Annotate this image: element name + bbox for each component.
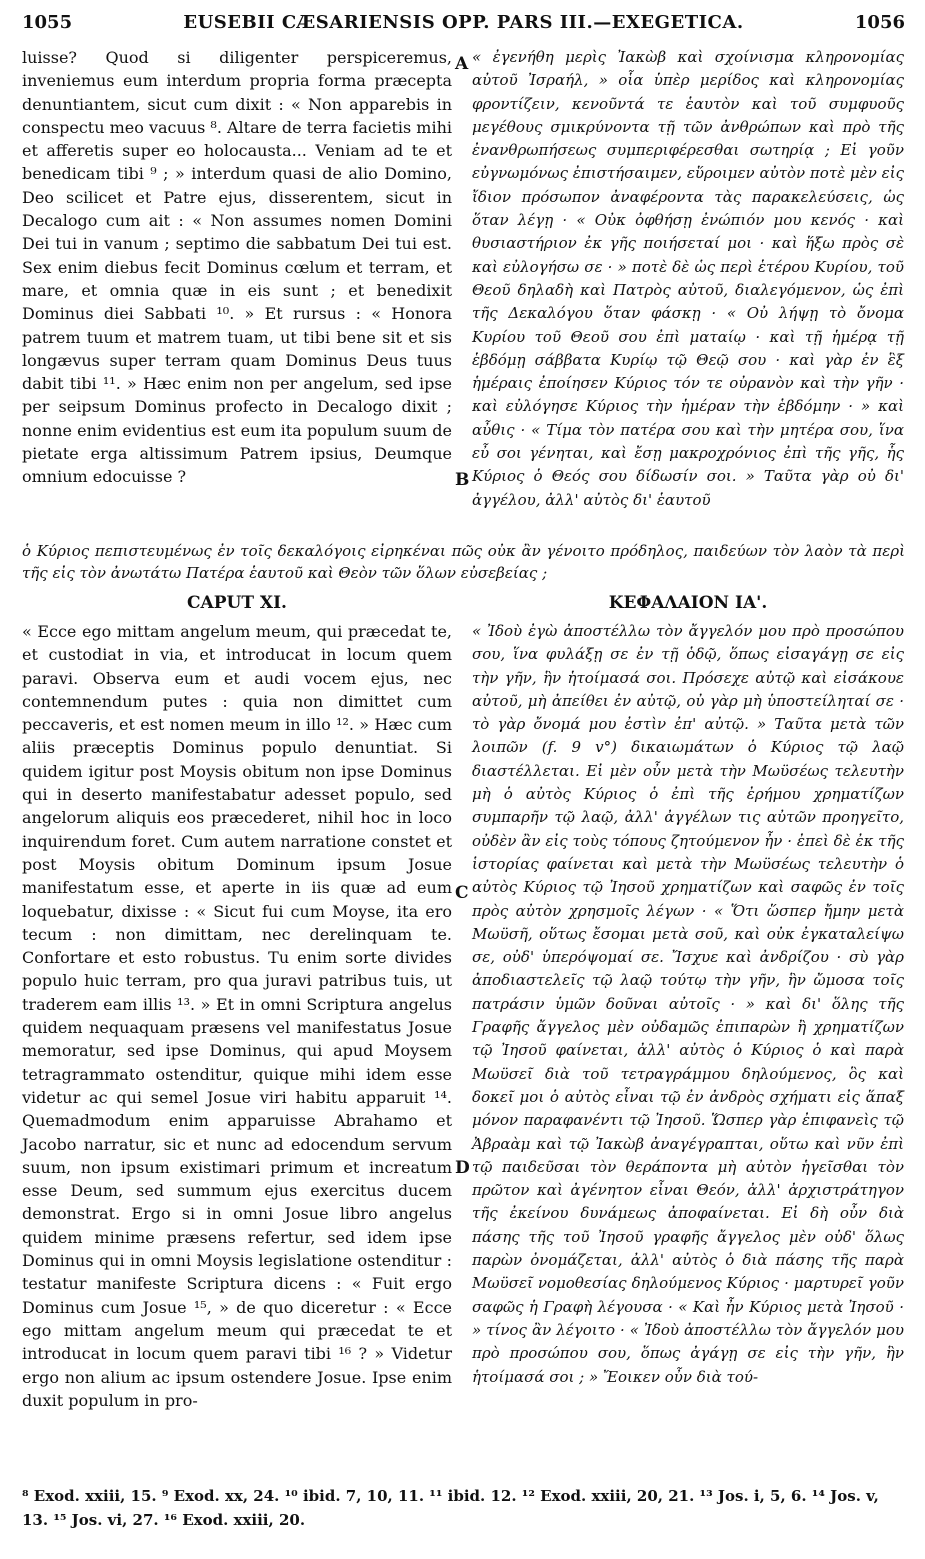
page-number-right: 1056 xyxy=(854,12,905,33)
greek-column-top: « ἐγενήθη μερὶς Ἰακὼβ καὶ σχοίνισμα κληρονομίας αὐτοῦ Ἰσραήλ, » οἷα ὑπὲρ μερίδος καὶ κληρονομίας φροντίζειν, κενοῦντά τε ἑαυτὸν καὶ τοῦ συμφυοῦς μεγέθους σμικρύνοντα τῇ τῶν ἀνθρώπων καὶ πρὸ τῆς ἐνανθρωπήσεως συμπεριφέρεσθαι σωτηρίᾳ ; Εἰ γοῦν εὐγνωμόνως ἐπιστήσαιμεν, εὕροιμεν αὐτὸν ποτὲ μὲν εἰς ἴδιον πρόσωπον ἀναφέροντα τὰς παρακελεύσεις, ὡς ὅταν λέγῃ · « Οὐκ ὀφθήσῃ ἐνώπιόν μου κενός · καὶ θυσιαστήριον ἐκ γῆς ποιήσεταί μοι · καὶ ἥξω πρὸς σὲ καὶ εὐλογήσω σε · » ποτὲ δὲ ὡς περὶ ἑτέρου Κυρίου, τοῦ Θεοῦ δηλαδὴ καὶ Πατρὸς αὐτοῦ, διαλεγόμενον, ὡς ἐπὶ τῆς Δεκαλόγου ὅταν φάσκῃ · « Οὐ λήψῃ τὸ ὄνομα Κυρίου τοῦ Θεοῦ σου ἐπὶ ματαίῳ · καὶ τῇ ἡμέρᾳ τῇ ἑβδόμῃ σάββατα Κυρίῳ τῷ Θεῷ σου · καὶ γὰρ ἐν ἓξ ἡμέραις ἐποίησεν Κύριος τόν τε οὐρανὸν καὶ τὴν γῆν · καὶ εὐλόγησε Κύριος τὴν ἡμέραν τὴν ἑβδόμην · » καὶ αὖθις · « Τίμα τὸν πατέρα σου καὶ τὴν μητέρα σου, ἵνα εὖ σοι γένηται, καὶ ἔσῃ μακροχρόνιος ἐπὶ τῆς γῆς, ἧς Κύριος ὁ Θεός σου δίδωσίν σοι. » Ταῦτα γὰρ οὐ δι' ἀγγέλου, ἀλλ' αὐτὸς δι' ἑαυτοῦ xyxy=(472,48,904,509)
latin-column-chapter: « Ecce ego mittam angelum meum, qui præcedat te, et custodiat in via, et introducat in locum quem paravi. Observa eum et audi vocem ejus, nec contemnendum putes : quia non dimittet cum peccaveris, et est nomen meum in illo ¹². » Hæc cum aliis præceptis Dominus populo denuntiat. Si quidem igitur post Moysis obitum non ipse Dominus qui in deserto manifestabatur adesset populo, sed angelorum aliquis eos præcederet, nihil hoc in loco inquirendum foret. Cum autem narratione constet et post Moysis obitum Dominum ipsum Josue manifestatum esse, et aperte in iis quæ ad eum loquebatur, dixisse : « Sicut fui cum Moyse, ita ero tecum : non dimittam, nec derelinquam te. Confortare et esto robustus. Tu enim sorte divides populo huic terram, pro qua juravi patribus tuis, ut traderem eam illis ¹³. » Et in omni Scriptura angelus quidem nequaquam præsens vel manifestatus Josue memoratur, sed ipse Dominus, qui apud Moysem tetragrammato ostenditur, quique mihi idem esse videtur ac qui semel Josue viri habitu apparuit ¹⁴. Quemadmodum enim apparuisse Abrahamo et Jacobo narratur, sic et nunc ad edocendum servum suum, non ipsum existimari primum et increatum esse Deum, sed summum ejus exercitus ducem demonstrat. Ergo si in omni Josue libro angelus quidem minime præsens refertur, sed idem ipse Dominus qui in omni Moysis legislatione ostenditur : testatur manifeste Scriptura dicens : « Fuit ergo Dominus cum Josue ¹⁵, » de quo diceretur : « Ecce ego mittam angelum meum qui præcedat te et introducat in locum quem paravi tibi ¹⁶ ? » Videtur ergo non alium ac ipsum ostendere Josue. Ipse enim duxit populum in pro- xyxy=(22,622,452,1410)
page-number-left: 1055 xyxy=(22,12,73,33)
footnotes: ⁸ Exod. xxiii, 15. ⁹ Exod. xx, 24. ¹⁰ ibid. 7, 10, 11. ¹¹ ibid. 12. ¹² Exod. xxiii, 20, 21. ¹³ Jos. i, 5, 6. ¹⁴ Jos. v, 13. ¹⁵ Jos. vi, 27. ¹⁶ Exod. xxiii, 20. xyxy=(22,1487,879,1529)
greek-chapter-heading: ΚΕΦΑΛΑΙΟΝ ΙΑ'. xyxy=(608,593,768,613)
margin-letter-d: D xyxy=(455,1158,470,1178)
margin-letter-a: A xyxy=(455,54,469,74)
latin-chapter-heading: CAPUT XI. xyxy=(187,593,287,613)
running-title: EUSEBII CÆSARIENSIS OPP. PARS III.—EXEGETICA. xyxy=(183,12,744,33)
spanning-greek-text: ὁ Κύριος πεπιστευμένως ἐν τοῖς δεκαλόγοις εἰρηκέναι πῶς οὐκ ἂν γένοιτο πρόδηλος, παιδεύων τὸν λαὸν τὰ περὶ τῆς εἰς τὸν ἀνωτάτω Πατέρα ἑαυτοῦ καὶ Θεὸν τῶν ὅλων εὐσεβείας ; xyxy=(22,542,905,582)
margin-letter-b: B xyxy=(455,470,470,490)
running-header xyxy=(22,12,905,36)
margin-letter-c: C xyxy=(455,883,469,903)
latin-column-top: luisse? Quod si diligenter perspiceremus, inveniemus eum interdum propria forma præcepta denuntiantem, sicut cum dixit : « Non apparebis in conspectu meo vacuus ⁸. Altare de terra facietis mihi et afferetis super eo holocausta... Veniam ad te et benedicam tibi ⁹ ; » interdum quasi de alio Domino, Deo scilicet et Patre ejus, disserentem, sicut in Decalogo cum ait : « Non assumes nomen Domini Dei tui in vanum ; septimo die sabbatum Dei tui est. Sex enim diebus fecit Dominus cœlum et terram, et mare, et omnia quæ in eis sunt ; et benedixit Dominus diei Sabbati ¹⁰. » Et rursus : « Honora patrem tuum et matrem tuam, ut tibi bene sit et sis longævus super terram quam Dominus Deus tuus dabit tibi ¹¹. » Hæc enim non per angelum, sed ipse per seipsum Dominus profecto in Decalogo dixit ; nonne enim evidentius est eum ita populum suum de pietate erga altissimum Patrem ipsius, Deumque omnium edocuisse ? xyxy=(22,48,453,487)
greek-column-chapter: « Ἰδοὺ ἐγὼ ἀποστέλλω τὸν ἄγγελόν μου πρὸ προσώπου σου, ἵνα φυλάξῃ σε ἐν τῇ ὁδῷ, ὅπως εἰσαγάγῃ σε εἰς τὴν γῆν, ἣν ἡτοίμασά σοι. Πρόσεχε αὐτῷ καὶ εἰσάκουε αὐτοῦ, μὴ ἀπείθει ἐν αὐτῷ, οὐ γὰρ μὴ ὑποστείληταί σε · τὸ γὰρ ὄνομά μου ἐστὶν ἐπ' αὐτῷ. » Ταῦτα μετὰ τῶν λοιπῶν (f. 9 v°) δικαιωμάτων ὁ Κύριος τῷ λαῷ διαστέλλεται. Εἰ μὲν οὖν μετὰ τὴν Μωϋσέως τελευτὴν μὴ ὁ αὐτὸς Κύριος ὁ ἐπὶ τῆς ἐρήμου χρηματίζων συμπαρῆν τῷ λαῷ, ἀλλ' ἀγγέλων τις αὐτῶν προηγεῖτο, οὐδὲν ἂν εἰς τοὺς τόπους ζητούμενον ἦν · ἐπεὶ δὲ ἐκ τῆς ἱστορίας φαίνεται καὶ μετὰ τὴν Μωϋσέως τελευτὴν ὁ αὐτὸς Κύριος τῷ Ἰησοῦ χρηματίζων καὶ σαφῶς ἐν τοῖς πρὸς αὐτὸν χρησμοῖς λέγων · « Ὅτι ὥσπερ ἤμην μετὰ Μωϋσῆ, οὕτως ἔσομαι μετὰ σοῦ, καὶ οὐκ ἐγκαταλείψω σε, οὐδ' ὑπερόψομαί σε. Ἴσχυε καὶ ἀνδρίζου · σὺ γὰρ ἀποδιαστελεῖς τῷ λαῷ τούτῳ τὴν γῆν, ἣν ὤμοσα τοῖς πατράσιν ὑμῶν δοῦναι αὐτοῖς · » καὶ δι' ὅλης τῆς Γραφῆς ἄγγελος μὲν οὐδαμῶς ἐπιπαρὼν ἢ χρηματίζων τῷ Ἰησοῦ φαίνεται, ἀλλ' αὐτὸς ὁ Κύριος ὁ καὶ παρὰ Μωϋσεῖ διὰ τοῦ τετραγράμμου δηλούμενος, ὃς καὶ δοκεῖ μοι ὁ αὐτὸς εἶναι τῷ ἐν ἀνδρὸς σχήματι εἰς ἅπαξ μόνον παραφανέντι τῷ Ἰησοῦ. Ὥσπερ γὰρ ἐπιφανεὶς τῷ Ἀβραὰμ καὶ τῷ Ἰακὼβ ἀναγέγραπται, οὕτω καὶ νῦν ἐπὶ τῷ παιδεῦσαι τὸν θεράποντα μὴ αὐτὸν ἡγεῖσθαι τὸν πρῶτον καὶ ἀγένητον εἶναι Θεόν, ἀλλ' ἀρχιστράτηγον τῆς ἐκείνου δυνάμεως ἀποφαίνεται. Εἰ δὴ οὖν διὰ πάσης τῆς τοῦ Ἰησοῦ γραφῆς ἄγγελος μὲν οὐδ' ὅλως παρὼν ὀνομάζεται, ἀλλ' αὐτὸς ὁ διὰ πάσης τῆς παρὰ Μωϋσεῖ νομοθεσίας δηλούμενος Κύριος · μαρτυρεῖ γοῦν σαφῶς ἡ Γραφὴ λέγουσα · « Καὶ ἦν Κύριος μετὰ Ἰησοῦ · » τίνος ἂν λέγοιτο · « Ἰδοὺ ἀποστέλλω τὸν ἄγγελόν μου πρὸ προσώπου σου, ὅπως ἀγάγῃ σε εἰς τὴν γῆν, ἣν ἡτοίμασά σοι ; » Ἔοικεν οὖν διὰ τού- xyxy=(472,622,904,1386)
